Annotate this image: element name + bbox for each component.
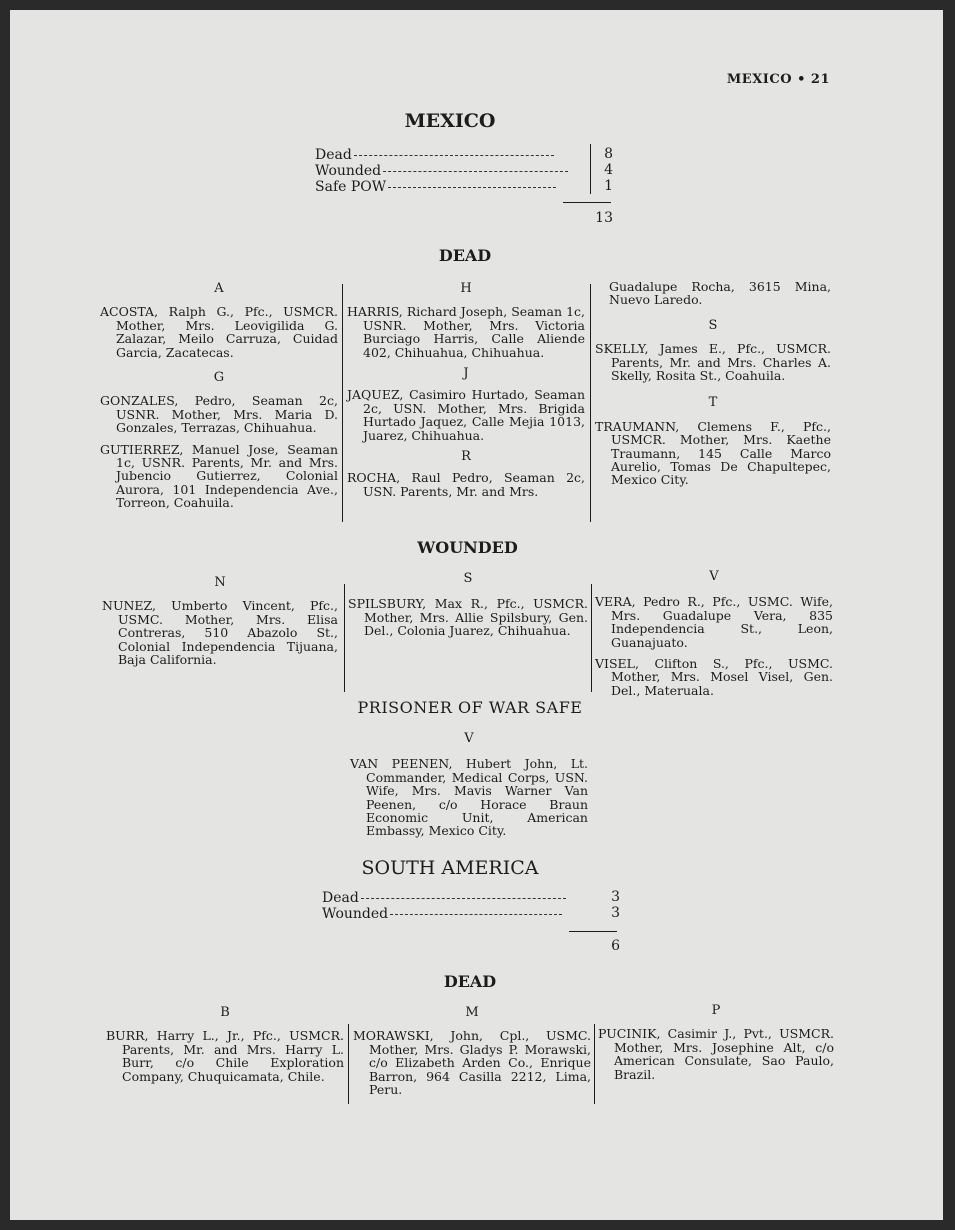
mexico-dead-col3: [595, 280, 831, 495]
casualty-entry: GUTIERREZ, Manuel Jose, Seaman 1c, USNR. Parents, Mr. and Mrs. Jubencio Gutierrez, Colonial Aurora, 101 Independencia Ave., Torreon, Coahuila.: [100, 441, 338, 511]
casualty-entry: TRAUMANN, Clemens F., Pfc., USMCR. Mother, Mrs. Kaethe Traumann, 145 Calle Marco Aurelio, Tomas De Chapultepec, Mexico City.: [595, 418, 831, 488]
summary-row-wounded: Wounded: [315, 163, 568, 179]
south-america-col2: [353, 1006, 591, 1104]
casualty-entry: HARRIS, Richard Joseph, Seaman 1c, USNR. Mother, Mrs. Victoria Burciago Harris, Calle Aliende 402, Chihuahua, Chihuahua.: [347, 304, 585, 360]
summary-total-rule: [563, 202, 611, 203]
summary-total-rule: [569, 931, 617, 932]
letter-heading: B: [220, 1005, 230, 1020]
summary-vertical-rule: [590, 144, 591, 194]
casualty-entry: NUNEZ, Umberto Vincent, Pfc., USMC. Mother, Mrs. Elisa Contreras, 510 Abazolo St., Colonial Independencia Tijuana, Baja California.: [102, 598, 338, 668]
south-america-col3: [598, 1004, 834, 1089]
casualty-entry: VISEL, Clifton S., Pfc., USMC. Mother, Mrs. Mosel Visel, Gen. Del., Materuala.: [595, 656, 833, 698]
casualty-entry: ACOSTA, Ralph G., Pfc., USMCR. Mother, Mrs. Leovigilida G. Zalazar, Meilo Carruza, Cuidad Garcia, Zacatecas.: [100, 304, 338, 360]
casualty-entry-continued: Guadalupe Rocha, 3615 Mina, Nuevo Laredo.: [609, 279, 831, 308]
mexico-dead-col1: [100, 282, 338, 518]
summary-value: 1: [604, 178, 613, 194]
column-rule: [591, 584, 592, 692]
casualty-entry: PUCINIK, Casimir J., Pvt., USMCR. Mother, Mrs. Josephine Alt, c/o American Consulate, Sao Paulo, Brazil.: [598, 1026, 834, 1082]
letter-heading: H: [460, 281, 472, 296]
running-head: MEXICO • 21: [726, 72, 830, 87]
column-rule: [342, 284, 343, 522]
letter-heading: M: [465, 1005, 479, 1020]
summary-row-dead: Dead: [315, 147, 568, 163]
south-america-summary: [322, 890, 566, 922]
south-america-dead-heading: DEAD: [443, 972, 497, 991]
mexico-summary: [315, 147, 568, 195]
letter-heading: A: [214, 281, 224, 296]
casualty-entry: BURR, Harry L., Jr., Pfc., USMCR. Parents, Mr. and Mrs. Harry L. Burr, c/o Chile Exploration Company, Chuquicamata, Chile.: [106, 1028, 344, 1084]
south-america-total: 6: [611, 938, 620, 954]
casualty-entry: SPILSBURY, Max R., Pfc., USMCR. Mother, Mrs. Allie Spilsbury, Gen. Del., Colonia Juarez, Chihuahua.: [348, 596, 588, 639]
letter-heading: N: [214, 575, 226, 590]
pow-heading: PRISONER OF WAR SAFE: [357, 698, 583, 717]
summary-value: 8: [604, 146, 613, 162]
letter-heading: G: [213, 370, 225, 386]
section-title-south-america: SOUTH AMERICA: [361, 857, 539, 879]
column-rule: [344, 584, 345, 692]
column-rule: [594, 1024, 595, 1104]
summary-value: 4: [604, 162, 613, 178]
letter-heading: J: [463, 366, 469, 382]
mexico-dead-col2: [347, 282, 585, 506]
letter-heading: P: [711, 1003, 721, 1018]
casualty-entry: VERA, Pedro R., Pfc., USMC. Wife, Mrs. Guadalupe Vera, 835 Independencia St., Leon, Guanajuato.: [595, 594, 833, 650]
document-page: [10, 10, 943, 1220]
summary-row-safe-pow: Safe POW: [315, 179, 568, 195]
mexico-wounded-col2: [348, 572, 588, 646]
section-title-mexico: MEXICO: [404, 110, 496, 132]
casualty-entry: GONZALES, Pedro, Seaman 2c, USNR. Mother, Mrs. Maria D. Gonzales, Terrazas, Chihuahua.: [100, 393, 338, 436]
mexico-wounded-col3: [595, 570, 833, 705]
pow-column: [350, 732, 588, 846]
casualty-entry: ROCHA, Raul Pedro, Seaman 2c, USN. Parents, Mr. and Mrs.: [347, 470, 585, 499]
letter-heading: V: [709, 569, 719, 584]
mexico-wounded-heading: WOUNDED: [417, 538, 518, 557]
letter-heading: S: [708, 317, 718, 333]
casualty-entry: JAQUEZ, Casimiro Hurtado, Seaman 2c, USN. Mother, Mrs. Brigida Hurtado Jaquez, Calle Mejia 1013, Juarez, Chihuahua.: [347, 387, 585, 443]
casualty-entry: VAN PEENEN, Hubert John, Lt. Commander, Medical Corps, USN. Wife, Mrs. Mavis Warner Van Peenen, c/o Horace Braun Economic Unit, American Embassy, Mexico City.: [350, 756, 588, 839]
mexico-dead-heading: DEAD: [438, 246, 492, 265]
casualty-entry: SKELLY, James E., Pfc., USMCR. Parents, Mr. and Mrs. Charles A. Skelly, Rosita St., Coahuila.: [595, 341, 831, 384]
mexico-wounded-col1: [102, 576, 338, 674]
casualty-entry: MORAWSKI, John, Cpl., USMC. Mother, Mrs. Gladys P. Morawski, c/o Elizabeth Arden Co., Enrique Barron, 964 Casilla 2212, Lima, Peru.: [353, 1028, 591, 1098]
summary-value: 3: [611, 889, 620, 905]
mexico-summary-values: [583, 146, 613, 194]
column-rule: [348, 1024, 349, 1104]
south-america-summary-values: [590, 889, 620, 921]
summary-row-dead: Dead: [322, 890, 566, 906]
mexico-total: 13: [595, 210, 613, 226]
south-america-col1: [106, 1006, 344, 1091]
letter-heading: V: [464, 731, 474, 746]
letter-heading: S: [463, 571, 473, 586]
column-rule: [590, 284, 591, 522]
summary-value: 3: [611, 905, 620, 921]
letter-heading: T: [708, 395, 718, 411]
letter-heading: R: [461, 449, 471, 465]
summary-row-wounded: Wounded: [322, 906, 566, 922]
